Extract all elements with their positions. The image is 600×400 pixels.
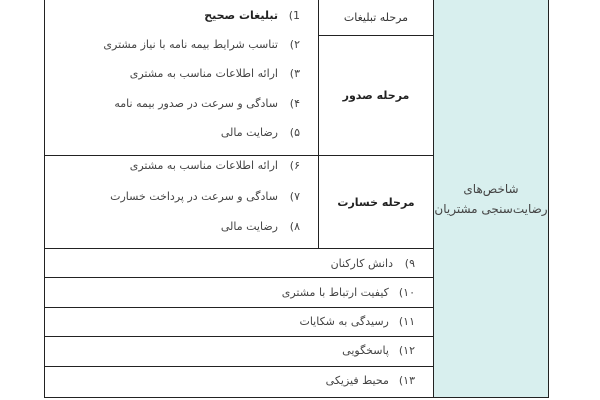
item-number: ۳): [289, 66, 300, 80]
item-number: ۹): [404, 256, 415, 270]
list-item: [331, 253, 415, 273]
list-item: [130, 155, 300, 175]
stage-issuance: مرحله صدور: [342, 89, 410, 102]
list-item: [221, 122, 300, 142]
list-item: [282, 282, 415, 302]
item-text: رضایت مالی: [220, 219, 278, 233]
item-text: ارائه اطلاعات مناسب به مشتری: [129, 158, 278, 172]
item-text: پاسخگویی: [342, 343, 389, 357]
list-item: [299, 311, 415, 331]
item-text: تبلیغات صحیح: [204, 8, 278, 22]
list-item: [130, 63, 300, 83]
indicators-header-cell: [433, 0, 549, 398]
item-text: کیفیت ارتباط با مشتری: [281, 285, 389, 299]
item-number: ۱۱): [398, 314, 415, 328]
table-left-border: [44, 0, 45, 398]
indicators-header-title: شاخص‌های رضایت‌سنجی مشتریان: [434, 181, 548, 216]
item-text: رضایت مالی: [220, 125, 278, 139]
item-text: محیط فیزیکی: [325, 373, 389, 387]
divider-row-9: [44, 277, 433, 278]
item-number: ۴): [289, 96, 300, 110]
item-text: سادگی و سرعت در پرداخت خسارت: [110, 189, 278, 203]
list-item: [103, 34, 300, 54]
divider-row-11: [44, 336, 433, 337]
item-number: 1): [288, 8, 300, 22]
item-number: ۶): [289, 158, 300, 172]
list-item: [342, 340, 415, 360]
item-text: رسیدگی به شکایات: [299, 314, 389, 328]
list-item: [326, 370, 415, 390]
item-number: ۱۲): [398, 343, 415, 357]
item-number: ۱۳): [398, 373, 415, 387]
item-text: سادگی و سرعت در صدور بیمه نامه: [114, 96, 278, 110]
item-number: ۱۰): [398, 285, 415, 299]
item-number: ۵): [289, 125, 300, 139]
item-number: ۸): [289, 219, 300, 233]
list-item: [221, 216, 300, 236]
item-number: ۷): [289, 189, 300, 203]
divider-claims-end: [44, 248, 433, 249]
item-text: دانش کارکنان: [330, 256, 393, 270]
list-item: [110, 186, 300, 206]
item-number: ۲): [289, 37, 300, 51]
divider-row-12: [44, 366, 433, 367]
divider-row-10: [44, 307, 433, 308]
item-text: تناسب شرایط بیمه نامه با نیاز مشتری: [103, 37, 278, 51]
list-item: [204, 5, 300, 25]
stage-claims: مرحله خسارت: [337, 195, 415, 209]
item-text: ارائه اطلاعات مناسب به مشتری: [129, 66, 278, 80]
stage-advertising: مرحله تبلیغات: [343, 11, 409, 24]
list-item: [114, 93, 300, 113]
